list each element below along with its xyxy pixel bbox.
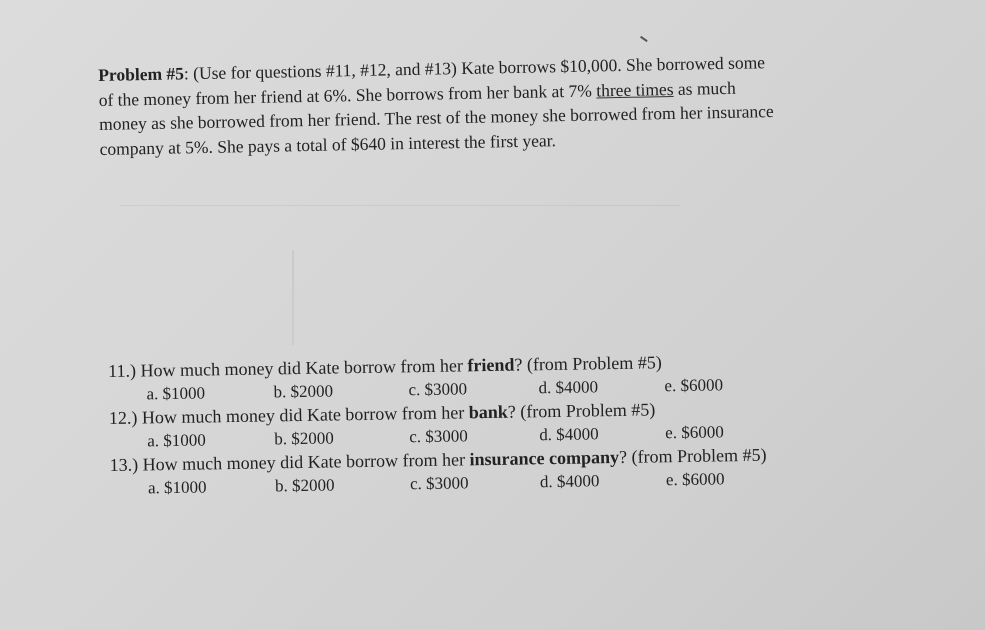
- question-11-keyword: friend: [467, 354, 515, 376]
- pen-mark: [640, 36, 647, 42]
- problem-line-2-tail: as much: [673, 77, 736, 99]
- option-d: d. $4000: [539, 471, 600, 492]
- option-b: b. $2000: [274, 428, 334, 449]
- problem-line-3-text: money as she borrowed from her friend. The rest of the money she borrowed from her insurance: [98, 101, 774, 134]
- question-13-prefix: 13.) How much money did Kate borrow from her: [109, 449, 470, 475]
- problem-statement: [98, 48, 900, 161]
- question-12-prefix: 12.) How much money did Kate borrow from her: [108, 402, 469, 428]
- option-b: b. $2000: [273, 381, 334, 402]
- option-e: e. $6000: [664, 375, 724, 396]
- option-a: a. $1000: [146, 383, 206, 404]
- option-b: b. $2000: [274, 475, 335, 496]
- question-11-prefix: 11.) How much money did Kate borrow from her: [108, 355, 468, 381]
- problem-line-4-text: company at 5%. She pays a total of $640 in interest the first year.: [99, 129, 557, 159]
- question-13-suffix: ? (from Problem #5): [618, 444, 767, 467]
- option-c: c. $3000: [409, 473, 469, 494]
- option-d: d. $4000: [539, 424, 599, 445]
- option-e: e. $6000: [665, 422, 724, 443]
- question-12-keyword: bank: [468, 401, 508, 423]
- bleed-through-line: [120, 205, 680, 206]
- problem-line-2-text: of the money from her friend at 6%. She borrows from her bank at 7%: [98, 79, 597, 110]
- option-c: c. $3000: [409, 426, 468, 447]
- option-a: a. $1000: [147, 430, 206, 451]
- option-a: a. $1000: [147, 477, 207, 498]
- questions-block: [108, 347, 930, 501]
- option-c: c. $3000: [408, 379, 468, 400]
- question-11-suffix: ? (from Problem #5): [514, 352, 662, 375]
- problem-line-1-text: : (Use for questions #11, #12, and #13) Kate borrows $10,000. She borrowed some: [183, 52, 766, 84]
- option-d: d. $4000: [538, 377, 599, 398]
- problem-label: Problem #5: [98, 63, 185, 85]
- underlined-three-times: three times: [596, 78, 674, 100]
- question-12-suffix: ? (from Problem #5): [507, 399, 656, 422]
- option-e: e. $6000: [665, 469, 725, 490]
- question-13-keyword: insurance company: [469, 446, 620, 470]
- bleed-through-line: [292, 250, 294, 345]
